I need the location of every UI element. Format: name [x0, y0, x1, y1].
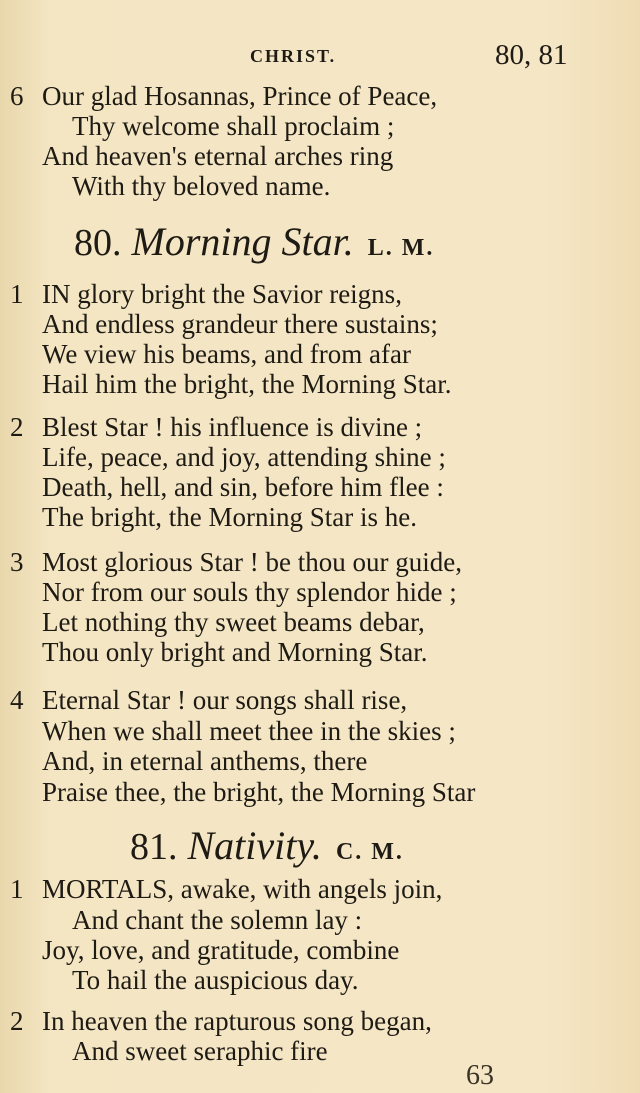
verse-line: Most glorious Star ! be thou our guide,: [42, 547, 462, 577]
running-title: CHRIST.: [250, 46, 337, 66]
verse-line: Hail him the bright, the Morning Star.: [42, 369, 452, 399]
verse-line: To hail the auspicious day.: [72, 965, 359, 995]
verse-line: Blest Star ! his influence is divine ;: [42, 412, 423, 442]
verse-line: We view his beams, and from afar: [42, 339, 411, 369]
verse-line: Life, peace, and joy, attending shine ;: [42, 442, 446, 472]
hymn-meter: L. M.: [367, 235, 435, 261]
verse-line: Nor from our souls thy splendor hide ;: [42, 577, 457, 607]
verse-number: 3: [10, 547, 24, 577]
verse-line: The bright, the Morning Star is he.: [42, 502, 417, 532]
signature-mark: 63: [466, 1060, 494, 1091]
verse-line: Let nothing thy sweet beams debar,: [42, 607, 425, 637]
hymn-name: Nativity.: [187, 823, 322, 868]
verse-line: Thy welcome shall proclaim ;: [72, 111, 395, 141]
verse-line: MORTALS, awake, with angels join,: [42, 874, 443, 904]
verse-number: 2: [10, 1006, 24, 1036]
page-numbers: 80, 81: [495, 39, 568, 71]
verse-line: When we shall meet thee in the skies ;: [42, 716, 456, 746]
verse-line: Joy, love, and gratitude, combine: [42, 935, 400, 965]
verse-number: 4: [10, 685, 24, 715]
verse-line: Eternal Star ! our songs shall rise,: [42, 685, 408, 715]
verse-line: And chant the solemn lay :: [72, 905, 363, 935]
verse-number: 6: [10, 81, 24, 111]
verse-line: And sweet seraphic fire: [72, 1036, 328, 1066]
verse-number: 1: [10, 279, 24, 309]
verse-line: In heaven the rapturous song began,: [42, 1006, 432, 1036]
verse-line: Thou only bright and Morning Star.: [42, 637, 428, 667]
verse-line: Praise thee, the bright, the Morning Star: [42, 777, 476, 807]
hymn-title-81: [130, 822, 404, 869]
verse-number: 2: [10, 412, 24, 442]
hymn-number: 81.: [130, 826, 178, 868]
hymn-name: Morning Star.: [131, 219, 354, 264]
verse-number: 1: [10, 874, 24, 904]
verse-line: IN glory bright the Savior reigns,: [42, 279, 402, 309]
hymn-title-80: [74, 218, 434, 265]
hymn-meter: C. M.: [335, 839, 404, 865]
running-head: [0, 39, 640, 82]
verse-line: With thy beloved name.: [72, 171, 331, 201]
verse-line: And heaven's eternal arches ring: [42, 141, 394, 171]
verse-line: Our glad Hosannas, Prince of Peace,: [42, 81, 438, 111]
verse-line: And endless grandeur there sustains;: [42, 309, 438, 339]
verse-line: And, in eternal anthems, there: [42, 746, 368, 776]
hymn-number: 80.: [74, 222, 122, 264]
verse-line: Death, hell, and sin, before him flee :: [42, 472, 444, 502]
